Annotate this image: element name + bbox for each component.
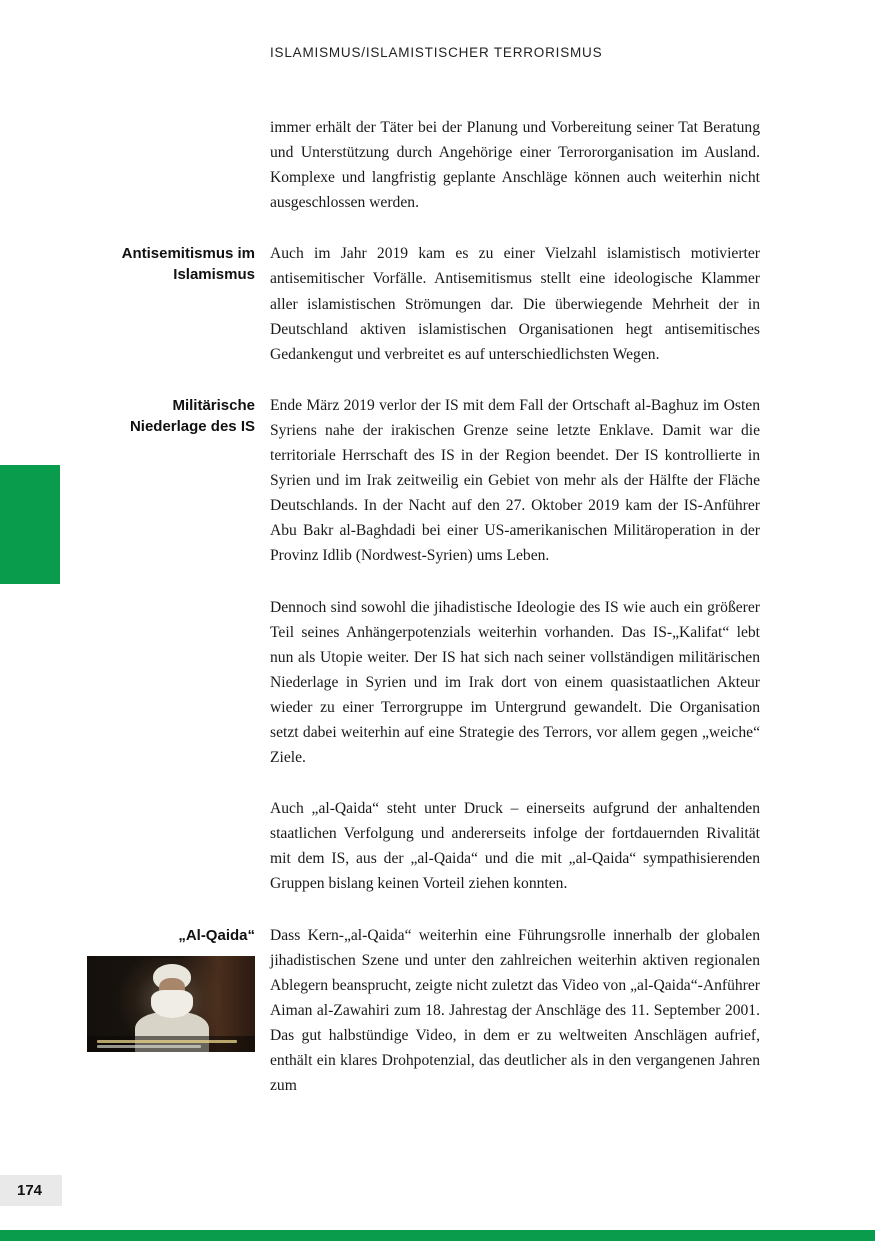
page-content	[0, 115, 760, 1124]
margin-column	[0, 115, 270, 241]
video-still-caption-strip	[87, 1036, 255, 1052]
page-number-bar	[0, 1175, 62, 1206]
video-still-caption-line	[97, 1040, 237, 1043]
paragraph: Auch im Jahr 2019 kam es zu einer Vielzahl islamistisch motivierter antisemitischer Vorfälle. Antisemitismus stellt eine ideologische Klammer aller islamistischen Strömungen dar. Die überwiegende Mehrheit der in Deutschland aktiven islamistischen Organisationen hegt antisemitisches Gedankengut und verbreitet es auf unterschiedlichsten Wegen.	[270, 245, 760, 363]
footer-accent-bar	[0, 1230, 875, 1241]
section-antisemitismus	[0, 241, 760, 392]
text-column	[270, 241, 760, 392]
margin-column	[0, 393, 270, 923]
paragraph: immer erhält der Täter bei der Planung und Vorbereitung seiner Tat Beratung und Unterstützung durch Angehörige einer Terrororganisation im Ausland. Komplexe und langfristig geplante Anschläge können auch weiterhin nicht ausgeschlossen werden.	[270, 119, 760, 212]
al-zawahiri-video-still	[87, 956, 255, 1052]
margin-note-antisemitismus: Antisemitismus im Islamismus	[121, 245, 255, 284]
section-al-qaida	[0, 923, 760, 1125]
video-still-figure-beard	[151, 990, 193, 1018]
video-still-caption-line	[97, 1045, 201, 1048]
text-column	[270, 115, 760, 241]
margin-column	[0, 923, 270, 1125]
section-niederlage-is	[0, 393, 760, 923]
margin-note-al-qaida: „Al-Qaida“	[178, 926, 255, 944]
paragraph: Dennoch sind sowohl die jihadistische Ideologie des IS wie auch ein größerer Teil seines Anhängerpotenzials weiterhin vorhanden. Das IS-„Kalifat“ lebt nun als Utopie weiter. Der IS hat sich nach seiner vollständigen militärischen Niederlage in Syrien und im Irak dort von einem quasistaatlichen Akteur wieder zu einer Terrorgruppe im Untergrund gewandelt. Die Organisation setzt dabei weiterhin auf eine Strategie des Terrors, vor allem gegen „weiche“ Ziele.	[270, 598, 760, 767]
text-column	[270, 393, 760, 923]
margin-column	[0, 241, 270, 392]
paragraph: Dass Kern-„al-Qaida“ weiterhin eine Führungsrolle innerhalb der globalen jihadistischen Szene und unter den zahlreichen weiterhin aktiven regionalen Ablegern beansprucht, zeigte nicht zuletzt das Video von „al-Qaida“-Anführer Aiman al-Zawahiri zum 18. Jahrestag der Anschläge des 11. September 2001. Das gut halbstündige Video, in dem er zu weltweiten Anschlägen aufrief, enthält ein klares Drohpotenzial, das deutlicher als in den vergangenen Jahren zum	[270, 926, 760, 1095]
paragraph: Ende März 2019 verlor der IS mit dem Fall der Ortschaft al-Baghuz im Osten Syriens nahe der irakischen Grenze seine letzte Enklave. Damit war die territoriale Herrschaft des IS in der Region beendet. Der IS kontrollierte in Syrien und im Irak zeitweilig ein Gebiet von mehr als der Hälfte der Fläche Deutschlands. In der Nacht auf den 27. Oktober 2019 kam der IS-Anführer Abu Bakr al-Baghdadi bei einer US-amerikanischen Militäroperation in der Provinz Idlib (Nordwest-Syrien) ums Leben.	[270, 396, 760, 565]
section-intro	[0, 115, 760, 241]
margin-note-niederlage-is: Militärische Niederlage des IS	[129, 396, 255, 435]
page-header: ISLAMISMUS/ISLAMISTISCHER TERRORISMUS	[270, 45, 603, 60]
paragraph: Auch „al-Qaida“ steht unter Druck – einerseits aufgrund der anhaltenden staatlichen Verfolgung und andererseits infolge der fortdauernden Rivalität mit dem IS, aus der „al-Qaida“ und die mit „al-Qaida“ sympathisierenden Gruppen bislang keinen Vorteil ziehen konnten.	[270, 800, 760, 893]
text-column	[270, 923, 760, 1125]
page-number: 174	[17, 1182, 43, 1199]
